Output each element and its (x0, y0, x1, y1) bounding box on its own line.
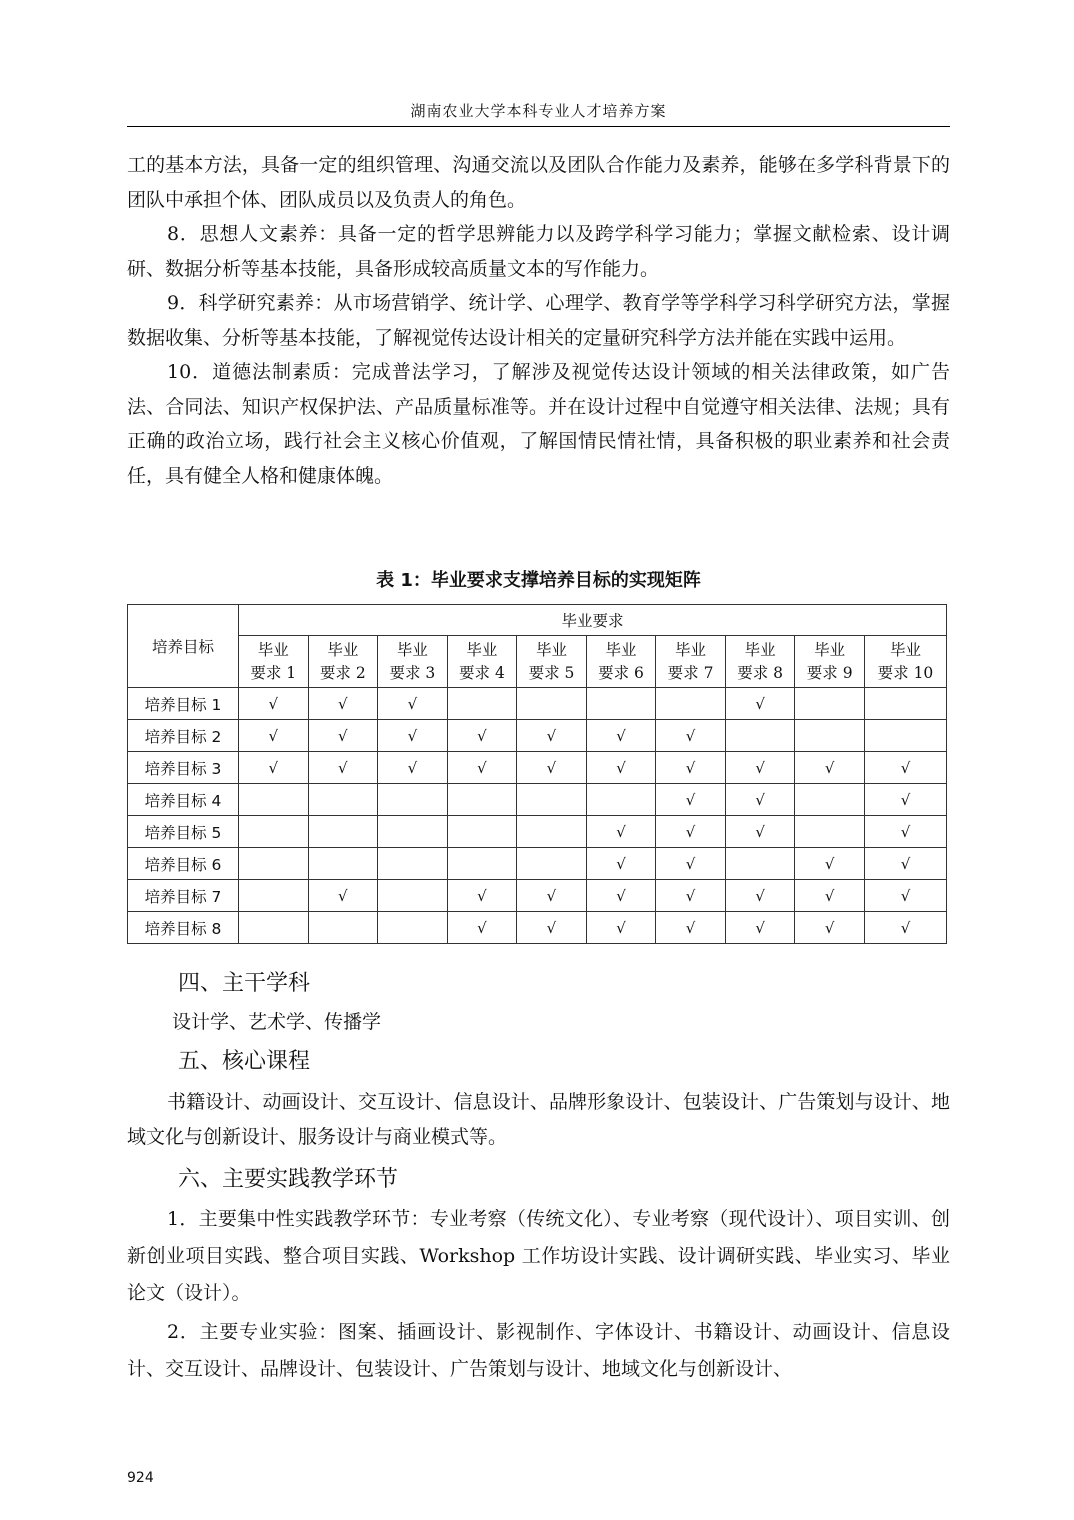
check-mark-cell: √ (447, 752, 517, 784)
empty-cell (378, 816, 448, 848)
column-header-2 (308, 636, 378, 688)
check-mark-cell: √ (586, 720, 656, 752)
empty-cell (517, 784, 587, 816)
column-header-line: 毕业 (466, 640, 498, 659)
empty-cell (378, 880, 448, 912)
empty-cell (239, 912, 309, 944)
section-6-text-block (127, 1201, 950, 1388)
section-5-title: 五、核心课程 (178, 1049, 311, 1074)
empty-cell (795, 816, 865, 848)
column-header-line: 毕业 (675, 640, 707, 659)
check-mark-cell: √ (586, 848, 656, 880)
column-header-line: 毕业 (814, 640, 846, 659)
graduation-requirements-text (127, 148, 950, 493)
matrix-body (128, 688, 947, 944)
table-caption: 表 1：毕业要求支撑培养目标的实现矩阵 (376, 570, 701, 591)
empty-cell (864, 720, 946, 752)
empty-cell (725, 848, 795, 880)
check-mark-cell: √ (656, 880, 726, 912)
check-mark-cell: √ (378, 688, 448, 720)
check-mark-cell: √ (447, 912, 517, 944)
section-5-text: 书籍设计、动画设计、交互设计、信息设计、品牌形象设计、包装设计、广告策划与设计、地域文化与创新设计、服务设计与商业模式等。 (127, 1091, 950, 1148)
empty-cell (239, 816, 309, 848)
empty-cell (447, 816, 517, 848)
column-header-row (128, 636, 947, 688)
column-header-line: 要求 6 (598, 663, 644, 682)
empty-cell (378, 848, 448, 880)
empty-cell (378, 784, 448, 816)
table-row (128, 784, 947, 816)
check-mark-cell: √ (586, 880, 656, 912)
empty-cell (447, 784, 517, 816)
check-mark-cell: √ (308, 720, 378, 752)
row-label: 培养目标 2 (128, 720, 239, 752)
empty-cell (586, 784, 656, 816)
empty-cell (308, 848, 378, 880)
row-label: 培养目标 4 (128, 784, 239, 816)
column-header-7 (656, 636, 726, 688)
empty-cell (795, 688, 865, 720)
column-header-6 (586, 636, 656, 688)
empty-cell (795, 784, 865, 816)
column-header-line: 要求 1 (250, 663, 297, 682)
column-header-line: 毕业 (744, 640, 776, 659)
check-mark-cell: √ (586, 816, 656, 848)
section-4-text: 设计学、艺术学、传播学 (172, 1011, 382, 1033)
check-mark-cell: √ (725, 688, 795, 720)
empty-cell (725, 720, 795, 752)
column-header-1 (239, 636, 309, 688)
check-mark-cell: √ (864, 848, 946, 880)
empty-cell (447, 848, 517, 880)
check-mark-cell: √ (656, 752, 726, 784)
check-mark-cell: √ (517, 880, 587, 912)
check-mark-cell: √ (725, 880, 795, 912)
table-row (128, 848, 947, 880)
check-mark-cell: √ (378, 720, 448, 752)
column-header-9 (795, 636, 865, 688)
check-mark-cell: √ (725, 816, 795, 848)
check-mark-cell: √ (308, 752, 378, 784)
check-mark-cell: √ (517, 720, 587, 752)
column-header-line: 要求 5 (528, 663, 575, 682)
check-mark-cell: √ (239, 752, 309, 784)
empty-cell (378, 912, 448, 944)
column-header-line: 毕业 (327, 640, 359, 659)
column-header-line: 要求 7 (667, 663, 714, 682)
table-row (128, 912, 947, 944)
column-header-line: 要求 3 (389, 663, 436, 682)
check-mark-cell: √ (308, 688, 378, 720)
table-row (128, 880, 947, 912)
paragraph-item-9: 9．科学研究素养：从市场营销学、统计学、心理学、教育学等学科学习科学研究方法，掌握数据收集、分析等基本技能，了解视觉传达设计相关的定量研究科学方法并能在实践中运用。 (127, 292, 950, 349)
check-mark-cell: √ (447, 880, 517, 912)
check-mark-cell: √ (725, 912, 795, 944)
column-header-4 (447, 636, 517, 688)
check-mark-cell: √ (308, 880, 378, 912)
column-header-line: 要求 9 (806, 663, 853, 682)
column-header-line: 要求 2 (319, 663, 366, 682)
check-mark-cell: √ (656, 848, 726, 880)
section-6-item-1: 1．主要集中性实践教学环节：专业考察（传统文化）、专业考察（现代设计）、项目实训、创新创业项目实践、整合项目实践、Workshop 工作坊设计实践、设计调研实践、毕业实习、毕业论文（设计）。 (127, 1208, 950, 1304)
check-mark-cell: √ (517, 912, 587, 944)
column-header-8 (725, 636, 795, 688)
column-header-5 (517, 636, 587, 688)
column-header-line: 毕业 (257, 640, 289, 659)
check-mark-cell: √ (239, 720, 309, 752)
empty-cell (308, 816, 378, 848)
row-label: 培养目标 5 (128, 816, 239, 848)
row-label: 培养目标 8 (128, 912, 239, 944)
check-mark-cell: √ (239, 688, 309, 720)
check-mark-cell: √ (795, 848, 865, 880)
empty-cell (517, 848, 587, 880)
table-row (128, 816, 947, 848)
empty-cell (517, 688, 587, 720)
empty-cell (308, 912, 378, 944)
row-label: 培养目标 3 (128, 752, 239, 784)
column-header-line: 毕业 (396, 640, 428, 659)
check-mark-cell: √ (586, 912, 656, 944)
check-mark-cell: √ (447, 720, 517, 752)
column-header-3 (378, 636, 448, 688)
row-label: 培养目标 6 (128, 848, 239, 880)
check-mark-cell: √ (864, 752, 946, 784)
paragraph-item-10: 10．道德法制素质：完成普法学习，了解涉及视觉传达设计领域的相关法律政策，如广告法、合同法、知识产权保护法、产品质量标准等。并在设计过程中自觉遵守相关法律、法规；具有正确的政治立场，践行社会主义核心价值观，了解国情民情社情，具备积极的职业素养和社会责任，具有健全人格和健康体魄。 (127, 361, 950, 487)
column-header-line: 毕业 (535, 640, 567, 659)
check-mark-cell: √ (586, 752, 656, 784)
row-label: 培养目标 7 (128, 880, 239, 912)
section-6-title: 六、主要实践教学环节 (178, 1167, 399, 1192)
corner-header: 培养目标 (128, 605, 239, 688)
check-mark-cell: √ (795, 912, 865, 944)
check-mark-cell: √ (864, 880, 946, 912)
page-number: 924 (127, 1470, 154, 1486)
check-mark-cell: √ (864, 912, 946, 944)
paragraph-item-8: 8．思想人文素养：具备一定的哲学思辨能力以及跨学科学习能力；掌握文献检索、设计调研、数据分析等基本技能，具备形成较高质量文本的写作能力。 (127, 223, 950, 280)
row-label: 培养目标 1 (128, 688, 239, 720)
section-5-text-block (127, 1085, 950, 1154)
check-mark-cell: √ (725, 784, 795, 816)
table-row (128, 752, 947, 784)
check-mark-cell: √ (656, 912, 726, 944)
column-header-line: 要求 10 (877, 663, 934, 682)
check-mark-cell: √ (378, 752, 448, 784)
column-header-line: 毕业 (889, 640, 921, 659)
check-mark-cell: √ (517, 752, 587, 784)
check-mark-cell: √ (864, 816, 946, 848)
table-row (128, 688, 947, 720)
empty-cell (795, 720, 865, 752)
requirements-matrix-table (127, 604, 947, 944)
column-header-line: 要求 8 (737, 663, 783, 682)
paragraph-continuation: 工的基本方法，具备一定的组织管理、沟通交流以及团队合作能力及素养，能够在多学科背景下的团队中承担个体、团队成员以及负责人的角色。 (127, 154, 950, 211)
empty-cell (447, 688, 517, 720)
check-mark-cell: √ (656, 720, 726, 752)
running-header: 湖南农业大学本科专业人才培养方案 (410, 102, 667, 120)
section-4-title: 四、主干学科 (178, 971, 311, 996)
column-header-10 (864, 636, 946, 688)
check-mark-cell: √ (656, 816, 726, 848)
empty-cell (239, 784, 309, 816)
column-header-line: 要求 4 (459, 663, 505, 682)
empty-cell (308, 784, 378, 816)
check-mark-cell: √ (795, 752, 865, 784)
empty-cell (656, 688, 726, 720)
check-mark-cell: √ (725, 752, 795, 784)
check-mark-cell: √ (795, 880, 865, 912)
table-row (128, 720, 947, 752)
column-header-line: 毕业 (605, 640, 637, 659)
empty-cell (239, 848, 309, 880)
empty-cell (517, 816, 587, 848)
empty-cell (586, 688, 656, 720)
check-mark-cell: √ (864, 784, 946, 816)
empty-cell (864, 688, 946, 720)
header-rule (127, 126, 950, 127)
section-6-item-2: 2．主要专业实验：图案、插画设计、影视制作、字体设计、书籍设计、动画设计、信息设计、交互设计、品牌设计、包装设计、广告策划与设计、地域文化与创新设计、 (127, 1321, 950, 1380)
empty-cell (239, 880, 309, 912)
check-mark-cell: √ (656, 784, 726, 816)
group-header: 毕业要求 (239, 605, 947, 636)
